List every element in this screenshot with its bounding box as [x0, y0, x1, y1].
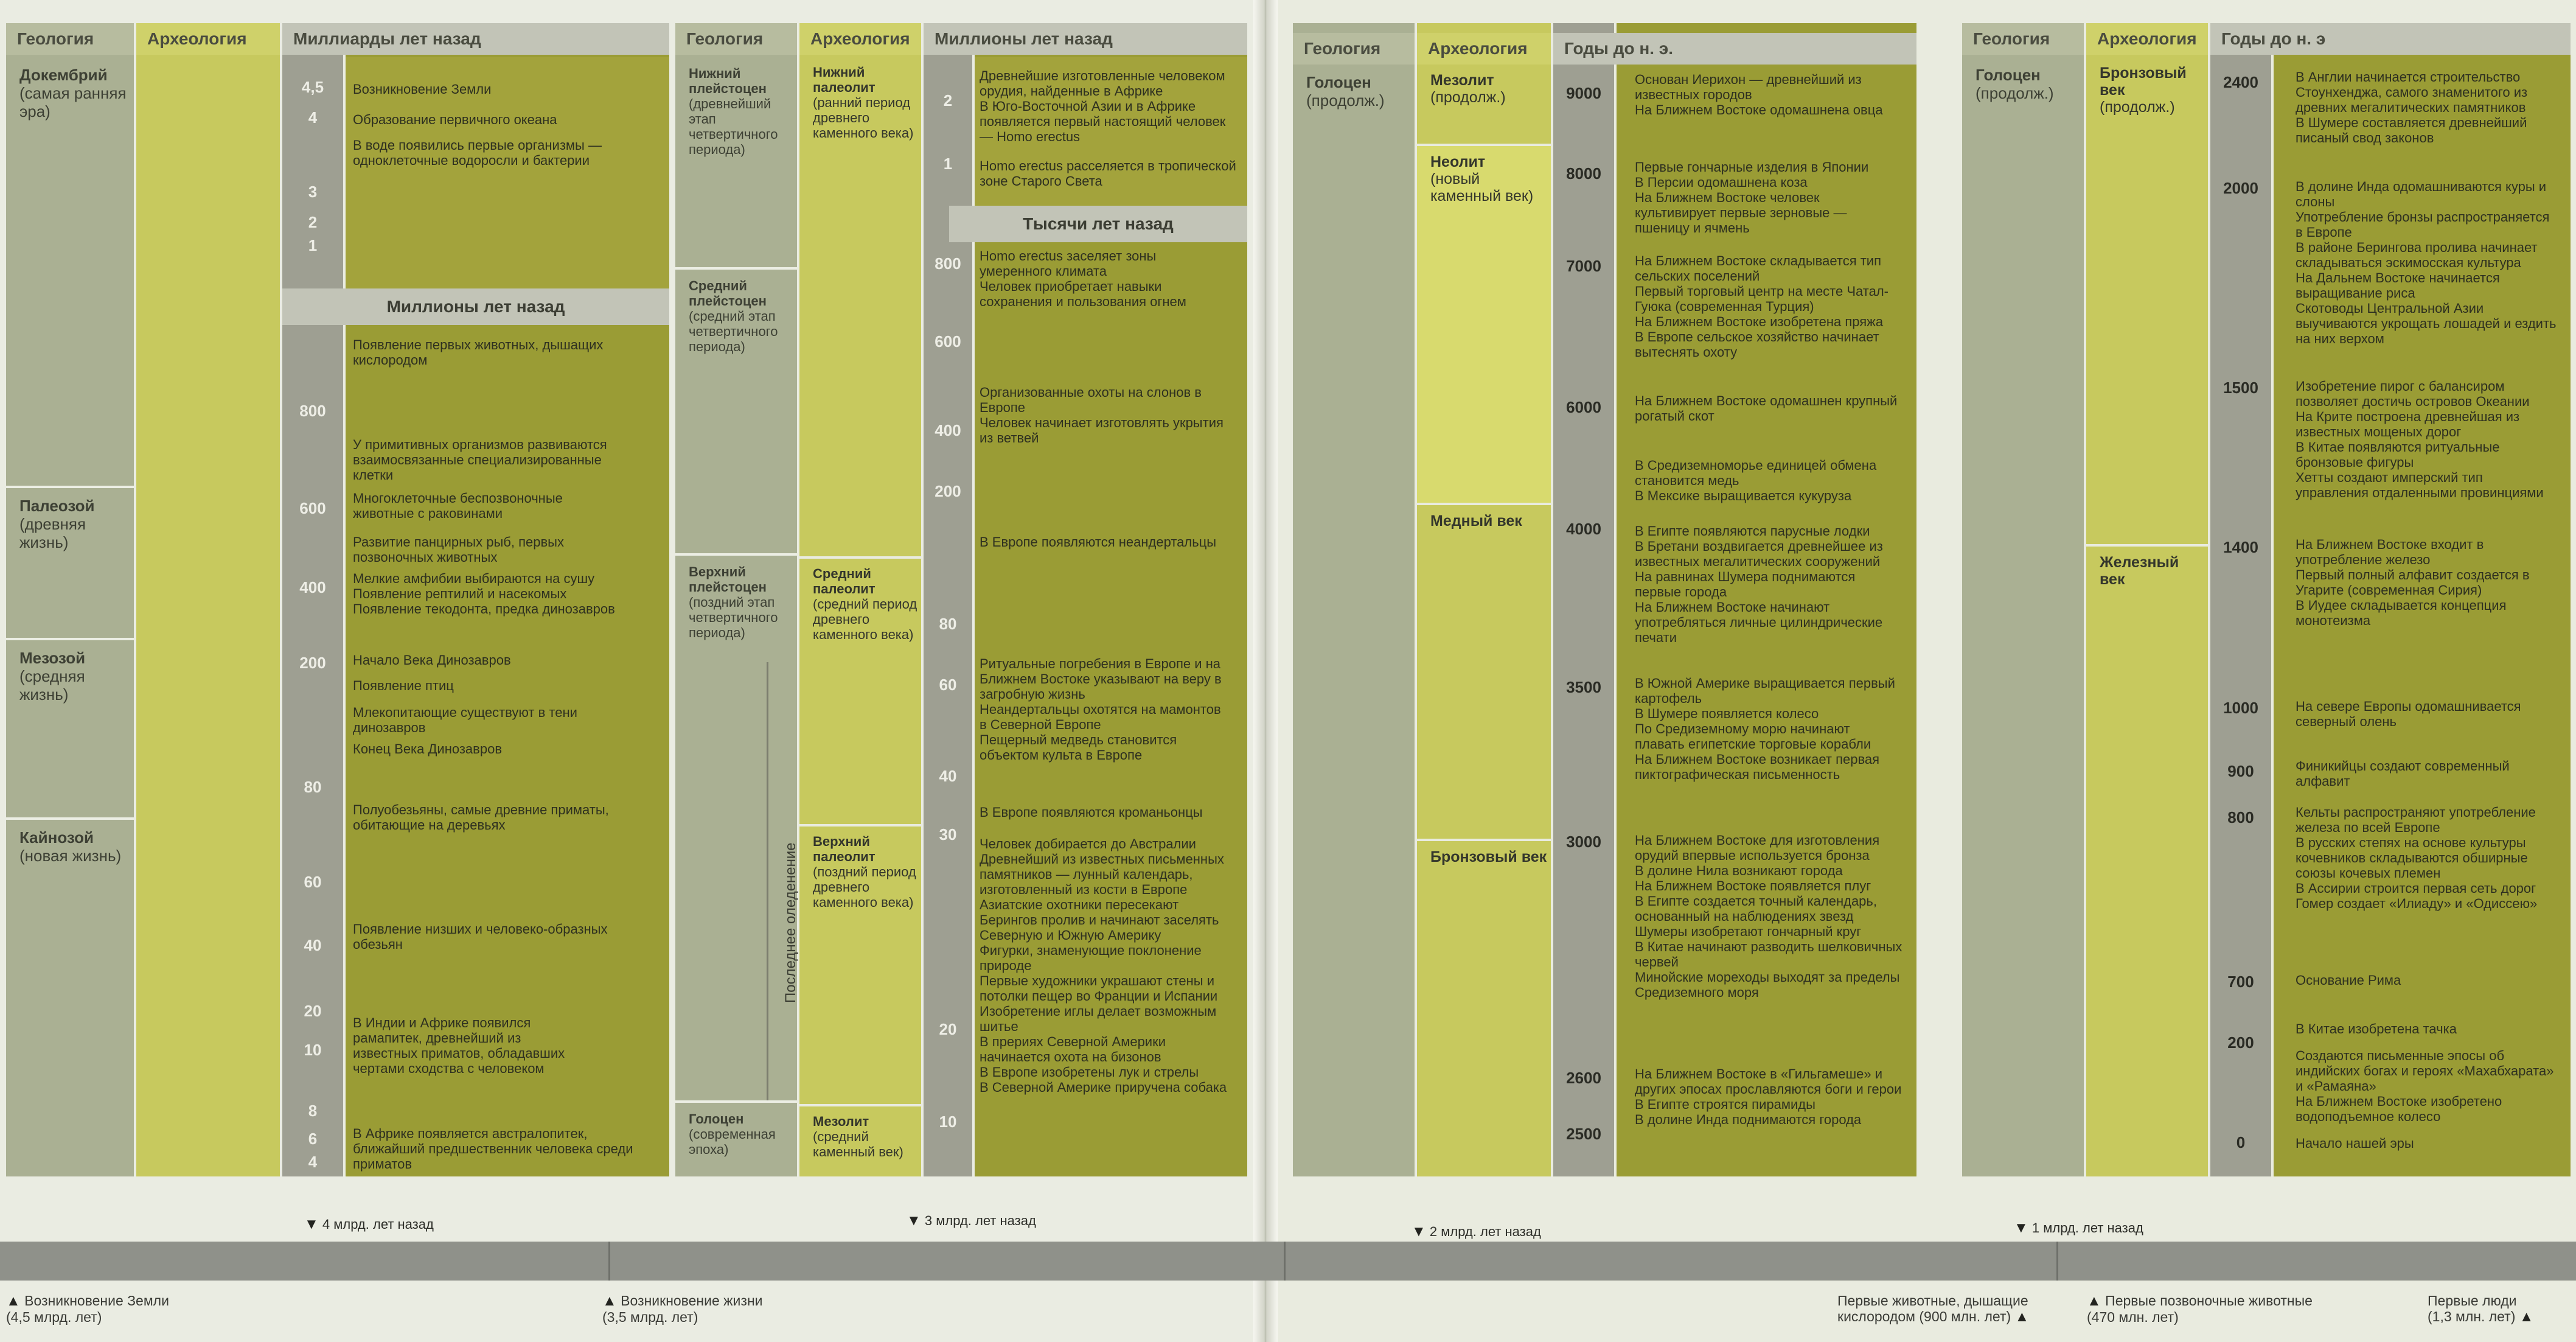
epoch-holocene: Голоцен (современная эпоха) — [675, 1100, 797, 1176]
number-label: 1 — [308, 236, 318, 254]
period-neolithic: Неолит (новый каменный век) — [1417, 144, 1551, 503]
event-text: Основан Иерихон — древнейший из известных городов На Ближнем Востоке одомашнена овца — [1635, 72, 1883, 117]
era-cenozoic: Кайнозой (новая жизнь) — [6, 817, 134, 1176]
event-text: Появление птиц — [353, 678, 454, 693]
number-label: 2400 — [2223, 73, 2258, 91]
number-label: 20 — [304, 1002, 322, 1020]
epoch-lower-pleistocene: Нижний плейстоцен (древнейший этап четвертичного периода) — [689, 66, 778, 157]
number-label: 400 — [299, 578, 326, 596]
number-label: 20 — [939, 1020, 957, 1038]
event-text: Мелкие амфибии выбираются на сушу Появление рептилий и насекомых Появление текодонта, предка динозавров — [353, 571, 615, 617]
event-text: В долине Инда одомашниваются куры и слоны Употребление бронзы распространяется в Европе В районе Берингова пролива начинает складываться эскимосская культура На Дальнем Востоке начинается выращивание риса Скотоводы Центральной Азии выучиваются укрощать лошадей и ездить на них верхом — [2296, 179, 2557, 346]
number-label: 0 — [2236, 1133, 2246, 1152]
era-precambrian: Докембрий (самая ранняя эра) — [19, 66, 127, 121]
event-text: Homo erectus заселяет зоны умеренного климата Человек приобретает навыки сохранения и пользования огнем — [980, 248, 1186, 309]
number-label: 200 — [2227, 1033, 2254, 1052]
number-label: 60 — [939, 676, 957, 694]
event-text: В Средиземноморье единицей обмена становится медь В Мексике выращивается кукуруза — [1635, 458, 1877, 503]
event-text: Кельты распространяют употребление железа по всей Европе В русских степях на основе культуры кочевников складываются обширные союзы кочевых племен В Ассирии строится первая сеть дорог Гомер создает «Илиаду» и «Одиссею» — [2296, 805, 2538, 911]
number-label: 10 — [304, 1041, 322, 1059]
header-archaeology: Археология — [136, 23, 280, 55]
number-label: 30 — [939, 825, 957, 844]
header-years-bc: Годы до н. э. — [1553, 33, 1916, 65]
header-geology: Геология — [1962, 23, 2084, 55]
event-text: В Англии начинается строительство Стоунхенджа, самого знаменитого из древних мегалитических памятников В Шумере составляется древнейший писаный свод законов — [2296, 69, 2528, 145]
number-label: 2000 — [2223, 179, 2258, 197]
event-text: Homo erectus расселяется в тропической зоне Старого Света — [980, 158, 1236, 189]
period-bronze-age: Бронзовый век — [1417, 839, 1551, 1176]
event-text: В Индии и Африке появился рамапитек, древнейший из известных приматов, обладавших чертами сходства с человеком — [353, 1015, 565, 1076]
event-text: На Ближнем Востоке для изготовления орудий впервые используется бронза В долине Нила возникают города На Ближнем Востоке появляется плуг В Египте создается точный календарь, основанный на наблюдениях звезд Шумеры изобретают гончарный круг В Китае начинают разводить шелковичных червей Минойские мореходы выходят за пределы Средиземного моря — [1635, 833, 1902, 1000]
timeline-label: ▲ Возникновение жизни (3,5 млрд. лет) — [602, 1293, 763, 1325]
timeline-bar — [0, 1242, 2576, 1281]
number-label: 6 — [308, 1130, 318, 1148]
number-label: 3 — [308, 183, 318, 201]
number-label: 2 — [943, 91, 953, 110]
number-label: 600 — [935, 332, 961, 351]
event-text: Создаются письменные эпосы об индийских богах и героях «Махабхарата» и «Рамаяна» На Ближнем Востоке изобретено водоподъемное колесо — [2296, 1048, 2554, 1124]
event-text: Млекопитающие существуют в тени динозавров — [353, 705, 577, 735]
number-label: 6000 — [1566, 398, 1601, 416]
era-mesozoic: Мезозой (средняя жизнь) — [6, 638, 134, 820]
number-label: 4 — [308, 108, 318, 127]
number-label: 10 — [939, 1113, 957, 1131]
epoch-upper-pleistocene: Верхний плейстоцен (поздний этап четвертичного периода) — [675, 553, 797, 1125]
timeline-marker: ▼ 4 млрд. лет назад — [304, 1216, 434, 1232]
period-upper-paleolithic: Верхний палеолит (поздний период древнего каменного века) — [799, 824, 921, 1104]
event-text: Начало нашей эры — [2296, 1136, 2414, 1151]
number-label: 3500 — [1566, 678, 1601, 696]
number-label: 800 — [2227, 808, 2254, 827]
number-label: 80 — [939, 615, 957, 633]
event-text: На севере Европы одомашнивается северный олень — [2296, 699, 2521, 729]
event-text: В Европе появляются неандертальцы — [980, 534, 1217, 550]
number-label: 700 — [2227, 973, 2254, 991]
event-text: В воде появились первые организмы — одноклеточные водоросли и бактерии — [353, 138, 602, 168]
number-label: 600 — [299, 499, 326, 517]
event-text: Древнейшие изготовленные человеком орудия, найденные в Африке В Юго-Восточной Азии и в Африке появляется первый настоящий человек — Homo erectus — [980, 68, 1226, 144]
number-label: 4000 — [1566, 520, 1601, 538]
event-text: Развитие панцирных рыб, первых позвоночных животных — [353, 534, 564, 565]
era-paleozoic: Палеозой (древняя жизнь) — [6, 486, 134, 641]
glaciation-label: Последнее оледенение — [782, 842, 799, 1003]
event-text: Появление низших и человеко-образных обезьян — [353, 921, 608, 952]
header-archaeology: Археология — [1417, 33, 1551, 65]
number-label: 4,5 — [301, 78, 324, 96]
event-text: В Южной Америке выращивается первый картофель В Шумере появляется колесо По Средиземному морю начинают плавать египетские торговые корабли На Ближнем Востоке возникает первая пиктографическая письменность — [1635, 676, 1895, 782]
epoch-middle-pleistocene: Средний плейстоцен (средний этап четвертичного периода) — [675, 267, 797, 553]
timeline-marker: ▼ 2 млрд. лет назад — [1412, 1223, 1541, 1240]
number-label: 4 — [308, 1153, 318, 1171]
book-gutter — [1253, 0, 1278, 1342]
event-text: Организованные охоты на слонов в Европе Человек начинает изготовлять укрытия из ветвей — [980, 385, 1224, 446]
event-text: Финикийцы создают современный алфавит — [2296, 758, 2510, 789]
period-lower-paleolithic: Нижний палеолит (ранний период древнего каменного века) — [813, 65, 914, 141]
number-label: 60 — [304, 873, 322, 891]
number-label: 7000 — [1566, 257, 1601, 275]
number-label: 80 — [304, 778, 322, 796]
number-label: 8 — [308, 1102, 318, 1120]
number-label: 40 — [304, 936, 322, 954]
event-text: На Ближнем Востоке складывается тип сельских поселений Первый торговый центр на месте Чатал-Гуюка (современная Турция) На Ближнем Востоке изобретена пряжа В Европе сельское хозяйство начинает вытеснять охоту — [1635, 253, 1889, 360]
panel-1 — [6, 23, 669, 1176]
event-text: На Ближнем Востоке в «Гильгамеше» и других эпосах прославляются боги и герои В Египте строятся пирамиды В долине Инда поднимаются города — [1635, 1066, 1902, 1127]
number-label: 40 — [939, 767, 957, 785]
event-text: Начало Века Динозавров — [353, 652, 511, 668]
timeline-marker: ▼ 1 млрд. лет назад — [2014, 1220, 2143, 1236]
number-label: 2500 — [1566, 1125, 1601, 1143]
header-geology: Геология — [675, 23, 797, 55]
period-bronze-age-cont: Бронзовый век (продолж.) — [2100, 65, 2187, 116]
header-geology: Геология — [6, 23, 134, 55]
event-text: В Африке появляется австралопитек, ближайший предшественник человека среди приматов — [353, 1126, 633, 1172]
number-label: 1000 — [2223, 699, 2258, 717]
event-text: У примитивных организмов развиваются взаимосвязанные специализированные клетки — [353, 437, 607, 483]
number-label: 2600 — [1566, 1069, 1601, 1087]
timeline-label: ▲ Возникновение Земли (4,5 млрд. лет) — [6, 1293, 169, 1325]
event-text: В Европе появляются кроманьонцы — [980, 805, 1203, 820]
header-millions: Миллионы лет назад — [924, 23, 1247, 55]
event-text: Конец Века Динозавров — [353, 741, 503, 757]
header-billions: Миллиарды лет назад — [282, 23, 669, 55]
panel-2 — [675, 23, 1247, 1176]
period-mesolithic: Мезолит (средний каменный век) — [799, 1104, 921, 1176]
event-text: Человек добирается до Австралии Древнейший из известных письменных памятников — лунный календарь, изготовленный из кости в Европе Азиатские охотники пересекают Берингов пролив и начинают заселять Северную и Южную Америку Фигурки, знаменующие поклонение природе Первые художники украшают стены и потолки пещер во Франции и Испании Изобретение иглы делает возможным шитье В прериях Северной Америки начинается охота на бизонов В Европе изобретены лук и стрелы В Северной Америке приручена собака — [980, 836, 1227, 1095]
period-copper-age: Медный век — [1417, 503, 1551, 839]
timeline-label: ▲ Первые позвоночные животные (470 млн. лет) — [2087, 1293, 2313, 1325]
number-label: 200 — [935, 482, 961, 500]
number-label: 8000 — [1566, 164, 1601, 183]
number-label: 200 — [299, 654, 326, 672]
number-label: 900 — [2227, 762, 2254, 780]
panel-4 — [1962, 23, 2571, 1176]
number-label: 800 — [935, 254, 961, 273]
number-label: 3000 — [1566, 833, 1601, 851]
event-text: В Египте появляются парусные лодки В Бретани воздвигается древнейшее из известных мегалитических сооружений На равнинах Шумера поднимаются первые города На Ближнем Востоке начинают употребляться личные цилиндрические печати — [1635, 523, 1883, 645]
header-archaeology: Археология — [799, 23, 921, 55]
number-label: 9000 — [1566, 84, 1601, 102]
event-text: Появление первых животных, дышащих кислородом — [353, 337, 604, 368]
period-iron-age: Железный век — [2086, 544, 2208, 1176]
timeline-marker: ▼ 3 млрд. лет назад — [907, 1212, 1036, 1229]
number-label: 800 — [299, 402, 326, 420]
epoch-holocene-cont: Голоцен (продолж.) — [1976, 66, 2054, 102]
header-millions: Миллионы лет назад — [282, 288, 669, 325]
event-text: Изобретение пирог с балансиром позволяет достичь островов Океании На Крите построена древнейшая из известных мощеных дорог В Китае появляются ритуальные бронзовые фигуры Хетты создают имперский тип управления отдаленными провинциями — [2296, 379, 2544, 500]
event-text: На Ближнем Востоке одомашнен крупный рогатый скот — [1635, 393, 1898, 424]
period-mesolithic-cont: Мезолит (продолж.) — [1430, 72, 1506, 106]
header-thousands: Тысячи лет назад — [949, 206, 1247, 242]
panel-3 — [1293, 23, 1916, 1176]
event-text: Полуобезьяны, самые древние приматы, обитающие на деревьях — [353, 802, 609, 833]
event-text: На Ближнем Востоке входит в употребление железо Первый полный алфавит создается в Угарите (современная Сирия) В Иудее складывается концепция монотеизма — [2296, 537, 2530, 628]
epoch-holocene-cont: Голоцен (продолж.) — [1306, 73, 1385, 110]
timeline-label: Первые животные, дышащие кислородом (900 млн. лет) ▲ — [1837, 1293, 2030, 1325]
event-text: Многоклеточные беспозвоночные животные с раковинами — [353, 491, 563, 521]
event-text: Образование первичного океана — [353, 112, 557, 127]
number-label: 2 — [308, 213, 318, 231]
header-archaeology: Археология — [2086, 23, 2208, 55]
event-text: Возникновение Земли — [353, 82, 492, 97]
number-label: 1500 — [2223, 379, 2258, 397]
event-text: Ритуальные погребения в Европе и на Ближнем Востоке указывают на веру в загробную жизнь Неандертальцы охотятся на мамонтов в Северной Европе Пещерный медведь становится объектом культа в Европе — [980, 656, 1222, 763]
event-text: В Китае изобретена тачка — [2296, 1021, 2457, 1036]
number-label: 1 — [943, 155, 953, 173]
number-label: 400 — [935, 421, 961, 439]
header-geology: Геология — [1293, 33, 1415, 65]
timeline-label: Первые люди (1,3 млн. лет) ▲ — [2428, 1293, 2534, 1325]
event-text: Первые гончарные изделия в Японии В Персии одомашнена коза На Ближнем Востоке человек культивирует первые зерновые — пшеницу и ячмень — [1635, 159, 1869, 236]
number-label: 1400 — [2223, 538, 2258, 556]
event-text: Основание Рима — [2296, 973, 2401, 988]
header-years-bc: Годы до н. э — [2210, 23, 2571, 55]
period-middle-paleolithic: Средний палеолит (средний период древнего каменного века) — [799, 556, 921, 824]
